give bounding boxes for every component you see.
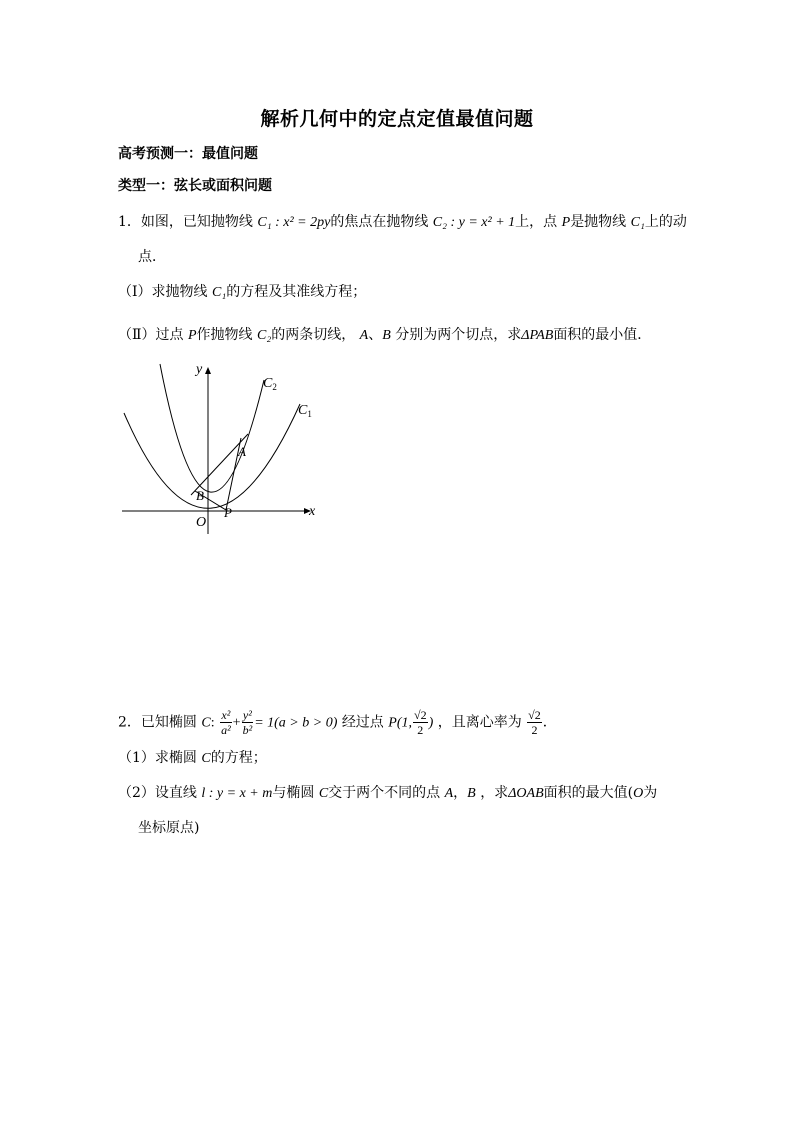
problem-1-part-2: （Ⅱ）过点 P作抛物线 C₂的两条切线， A、B 分别为两个切点，求ΔPAB面积的最小值． bbox=[118, 327, 652, 343]
formula-c2: C₂ : y = x² + 1 bbox=[432, 215, 516, 230]
label-o: O bbox=[196, 515, 207, 530]
problem-2-part-2-cont: 坐标原点) bbox=[138, 820, 200, 836]
problem-1-line-1: 1．如图，已知抛物线 C₁ : x² = 2py的焦点在抛物线 C₂ : y = x² + 1上，点 P是抛物线 C₁上的动 bbox=[118, 214, 687, 230]
parabola-c1 bbox=[124, 404, 300, 508]
section-heading: 高考预测一：最值问题 bbox=[118, 146, 258, 162]
formula-c1: C₁ : x² = 2py bbox=[257, 215, 331, 230]
problem-2-part-2: （2）设直线 l : y = x + m与椭圆 C交于两个不同的点 A，B ，求ΔOAB面积的最大值(O为 bbox=[118, 785, 658, 801]
fraction-y2-b2: $\frac{\text{y²}}{\text{b²}}$ bbox=[242, 708, 253, 737]
problem-1-part-1: （Ⅰ）求抛物线 C₁的方程及其准线方程； bbox=[118, 284, 367, 300]
label-a: A bbox=[238, 444, 246, 459]
label-x: x bbox=[309, 504, 316, 519]
label-c1: $C_1$ bbox=[298, 403, 312, 419]
fraction-x2-a2: $\frac{\text{x²}}{\text{a²}}$ bbox=[221, 708, 231, 737]
label-b: B bbox=[196, 488, 204, 503]
page-title: 解析几何中的定点定值最值问题 bbox=[260, 108, 534, 130]
fraction-sqrt2-2: $\frac{√2}{2}$ bbox=[413, 708, 427, 737]
type-heading: 类型一：弦长或面积问题 bbox=[118, 178, 272, 194]
problem-2-line-1: 2．已知椭圆 C: $\frac{\text{x²}}{\text{a²}}$ + $\frac{\text{y²}}{\text{b²}}$ = 1(a > b > 0) 经过点 P(1, $\frac{√2}{2}$ ) ，且离心率为 $\frac{√2}{2}$ ． bbox=[118, 708, 557, 737]
label-p: P bbox=[224, 505, 232, 520]
eccentricity-fraction: $\frac{√2}{2}$ bbox=[528, 708, 541, 737]
problem-number: 1． bbox=[118, 214, 141, 230]
problem-1-line-2: 点． bbox=[138, 249, 166, 265]
label-c2: $C_2$ bbox=[263, 376, 277, 392]
problem-2-part-1: （1）求椭圆 C的方程； bbox=[118, 750, 267, 766]
formula-line-l: l : y = x + m bbox=[201, 786, 273, 801]
label-y: y bbox=[196, 362, 203, 377]
problem-number: 2． bbox=[118, 714, 141, 731]
parabola-figure bbox=[118, 358, 328, 538]
